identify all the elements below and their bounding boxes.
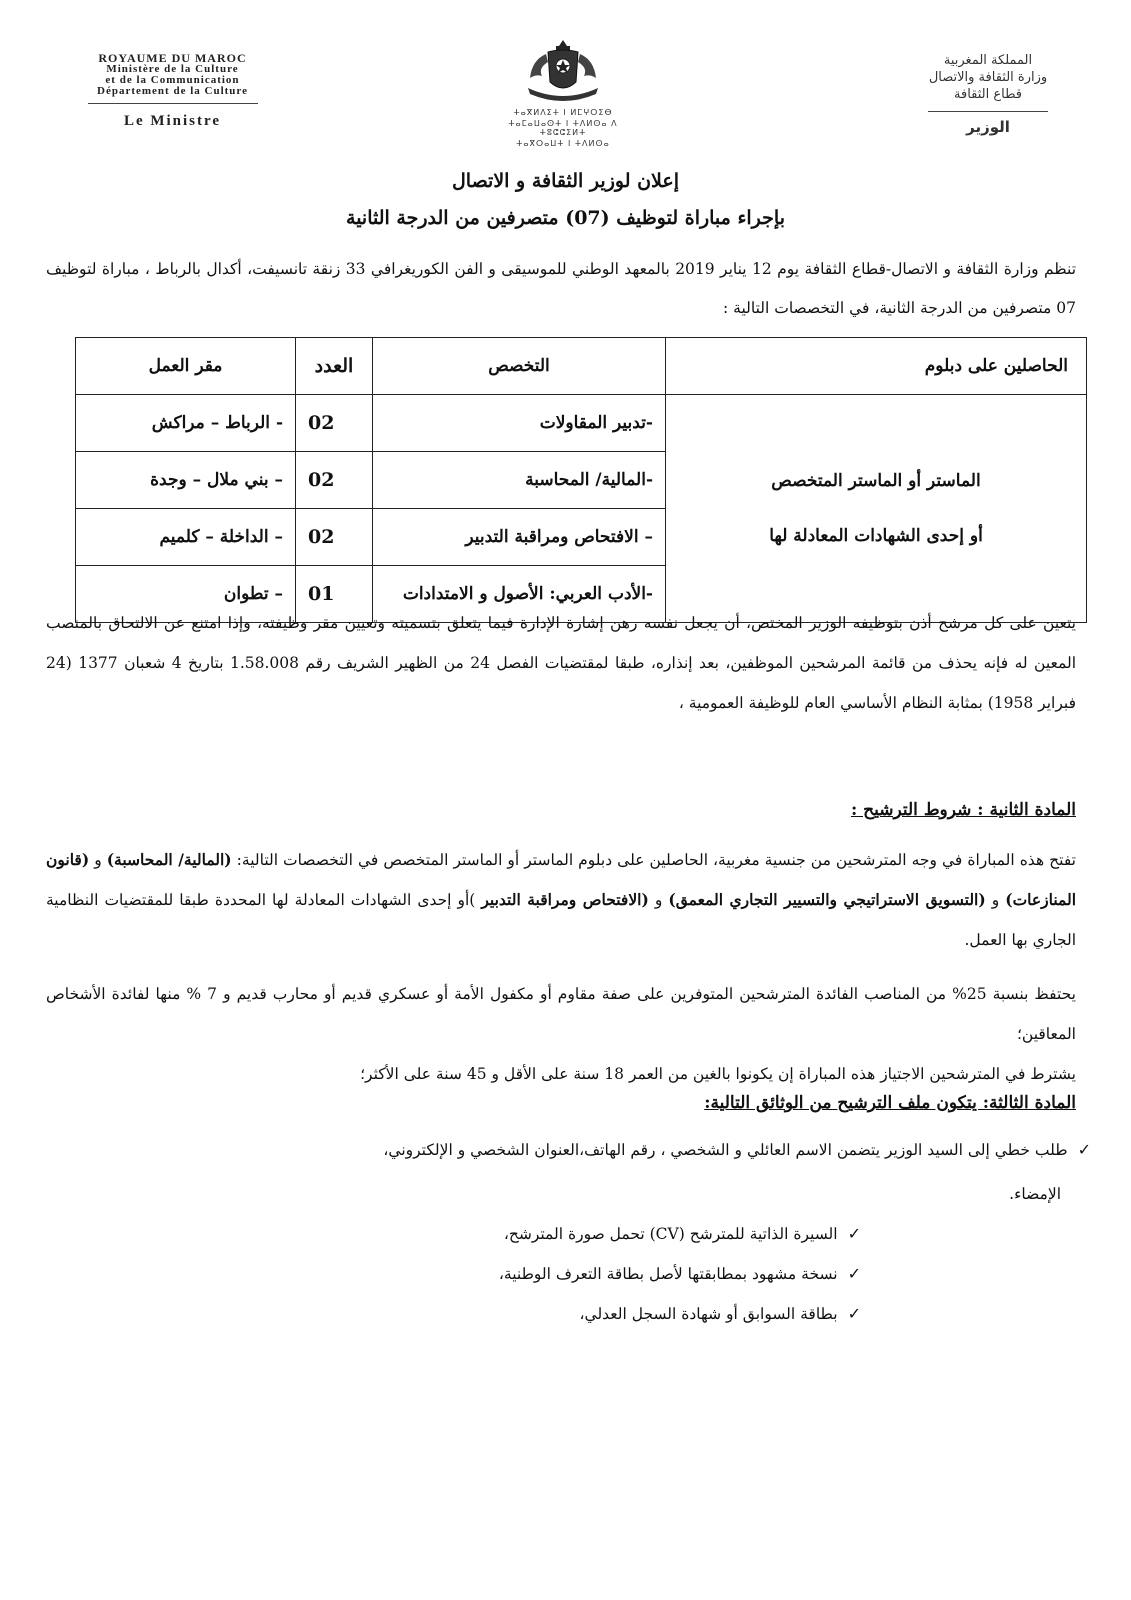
specialty-marketing: (التسويق الاستراتيجي والتسيير التجاري المعمق) xyxy=(668,890,986,909)
minister-fr: Le Ministre xyxy=(123,113,222,129)
specialty-cell: -المالية/ المحاسبة xyxy=(373,452,666,509)
location-cell: - الرباط – مراكش xyxy=(76,395,296,452)
article-3-heading: المادة الثالثة: يتكون ملف الترشيح من الوثائق التالية: xyxy=(704,1093,1076,1113)
and-text: و xyxy=(648,891,669,909)
and-text: و xyxy=(89,851,107,869)
checkmark-icon: ✓ xyxy=(1077,1140,1091,1159)
checkmark-icon: ✓ xyxy=(847,1304,861,1323)
diploma-line-1: الماستر أو الماستر المتخصص xyxy=(771,470,981,491)
diploma-line-2: أو إحدى الشهادات المعادلة لها xyxy=(769,525,983,546)
minister-ar: الوزير xyxy=(966,118,1010,136)
department-ar: قطاع الثقافة xyxy=(954,87,1022,102)
header-left-block xyxy=(60,52,285,130)
announcement-title: إعلان لوزير الثقافة و الاتصال xyxy=(451,170,680,192)
count-cell: 01 xyxy=(296,566,373,623)
specialty-law: (قانون المنازعات) xyxy=(46,850,1077,909)
tifinagh-line-2: ⵜⴰⵎⴰⵡⴰⵙⵜ ⵏ ⵜⴷⵍⵙⴰ ⴷ ⵜⵓⵛⵛⵉⵍⵜ xyxy=(508,119,618,137)
header-right-block xyxy=(883,52,1093,136)
ministry-fr-2: et de la Communication xyxy=(105,74,240,86)
table-row xyxy=(76,395,1087,452)
col-header-location: مقر العمل xyxy=(76,338,296,395)
article-2-paragraph-3: يشترط في المترشحين الاجتياز هذه المباراة إن يكونوا بالغين من العمر 18 سنة على الأقل و 45 سنة على الأكثر؛ xyxy=(360,1065,1076,1083)
specialty-cell: -تدبير المقاولات xyxy=(373,395,666,452)
specialty-finance: (المالية/ المحاسبة) xyxy=(106,850,232,869)
list-item xyxy=(51,1254,1091,1294)
location-cell: – تطوان xyxy=(76,566,296,623)
required-documents-list xyxy=(51,1130,1091,1334)
department-fr: Département de la Culture xyxy=(97,85,248,97)
checkmark-icon: ✓ xyxy=(847,1264,861,1283)
list-item xyxy=(51,1294,1091,1334)
kingdom-ar: المملكة المغربية xyxy=(943,53,1033,68)
intro-paragraph: تنظم وزارة الثقافة و الاتصال-قطاع الثقافة يوم 12 يناير 2019 بالمعهد الوطني للموسيقى و الفن الكوريغرافي 33 زنقة تانسيفت، أكدال بالرباط ، مباراة لتوظيف 07 متصرفين من الدرجة الثانية، في التخصصات التالية : xyxy=(46,260,1077,317)
document-id-copy: نسخة مشهود بمطابقتها لأصل بطاقة التعرف الوطنية، xyxy=(498,1265,838,1283)
header-left-divider xyxy=(88,103,258,104)
document-cv: السيرة الذاتية للمترشح (CV) تحمل صورة المترشح، xyxy=(503,1225,838,1243)
announcement-subtitle: بإجراء مباراة لتوظيف (07) متصرفين من الدرجة الثانية xyxy=(346,207,785,229)
header-right-divider xyxy=(928,111,1048,112)
checkmark-icon: ✓ xyxy=(847,1224,861,1243)
list-item xyxy=(51,1130,1091,1214)
conditions-text-end: )أو إحدى الشهادات المعادلة لها المحددة طبقا للمقتضيات النظامية الجاري بها العمل. xyxy=(46,891,1076,949)
tifinagh-line-1: ⵜⴰⴳⵍⴷⵉⵜ ⵏ ⵍⵎⵖⵔⵉⴱ xyxy=(513,108,613,117)
col-header-count: العدد xyxy=(296,338,373,395)
document-request-letter: طلب خطي إلى السيد الوزير يتضمن الاسم العائلي و الشخصي ، رقم الهاتف،العنوان الشخصي و الإلكتروني، xyxy=(383,1141,1068,1159)
specialty-cell: -الأدب العربي: الأصول و الامتدادات xyxy=(373,566,666,623)
table-header-row xyxy=(76,338,1087,395)
specialty-audit: (الافتحاص ومراقبة التدبير xyxy=(481,890,649,909)
coat-of-arms-icon xyxy=(518,38,608,106)
location-cell: – الداخلة – كلميم xyxy=(76,509,296,566)
article-2-paragraph-2: يحتفظ بنسبة 25% من المناصب الفائدة المترشحين المتوفرين على صفة مقاوم أو مكفول الأمة أو عسكري قديم أو محارب قديم و 7 % منها لفائدة الأشخاص المعاقين؛ xyxy=(46,985,1076,1043)
positions-table xyxy=(75,337,1087,623)
count-cell: 02 xyxy=(296,509,373,566)
specialty-cell: – الافتحاص ومراقبة التدبير xyxy=(373,509,666,566)
document-criminal-record: بطاقة السوابق أو شهادة السجل العدلي، xyxy=(579,1305,838,1323)
and-text: و xyxy=(985,891,1006,909)
article-2-heading: المادة الثانية : شروط الترشيح : xyxy=(850,800,1076,820)
conditions-text-start: تفتح هذه المباراة في وجه المترشحين من جنسية مغربية، الحاصلين على دبلوم الماستر أو الماستر المتخصص في التخصصات التالية: xyxy=(231,851,1076,869)
document-request-letter-cont: الإمضاء. xyxy=(1009,1185,1061,1203)
diploma-cell xyxy=(666,395,1087,623)
tifinagh-line-3: ⵜⴰⴳⵔⴰⵡⵜ ⵏ ⵜⴷⵍⵙⴰ xyxy=(516,139,610,148)
ministry-ar: وزارة الثقافة والاتصال xyxy=(928,70,1048,85)
location-cell: – بني ملال – وجدة xyxy=(76,452,296,509)
obligation-paragraph: يتعين على كل مرشح أذن بتوظيفه الوزير المختص، أن يجعل نفسه رهن إشارة الإدارة فيما يتعلق بتسميته وتعيين مقر وظيفته، وإذا امتنع عن الالتحاق بالمنصب المعين له فإنه يحذف من قائمة المرشحين الموظفين، بعد إنذاره، طبقا لمقتضيات الفصل 24 من الظهير الشريف رقم 1.58.008 بتاريخ 4 شعبان 1377 (24 فبراير 1958) بمثابة النظام الأساسي العام للوظيفة العمومية ، xyxy=(46,614,1076,712)
list-item xyxy=(51,1214,1091,1254)
ministry-fr: Ministère de la Culture xyxy=(106,63,239,75)
count-cell: 02 xyxy=(296,452,373,509)
count-cell: 02 xyxy=(296,395,373,452)
kingdom-fr: ROYAUME DU MAROC xyxy=(98,51,247,65)
article-2-paragraph-1 xyxy=(46,840,1076,960)
col-header-specialty: التخصص xyxy=(373,338,666,395)
col-header-diploma: الحاصلين على دبلوم xyxy=(666,338,1087,395)
header-center-block xyxy=(488,38,638,148)
